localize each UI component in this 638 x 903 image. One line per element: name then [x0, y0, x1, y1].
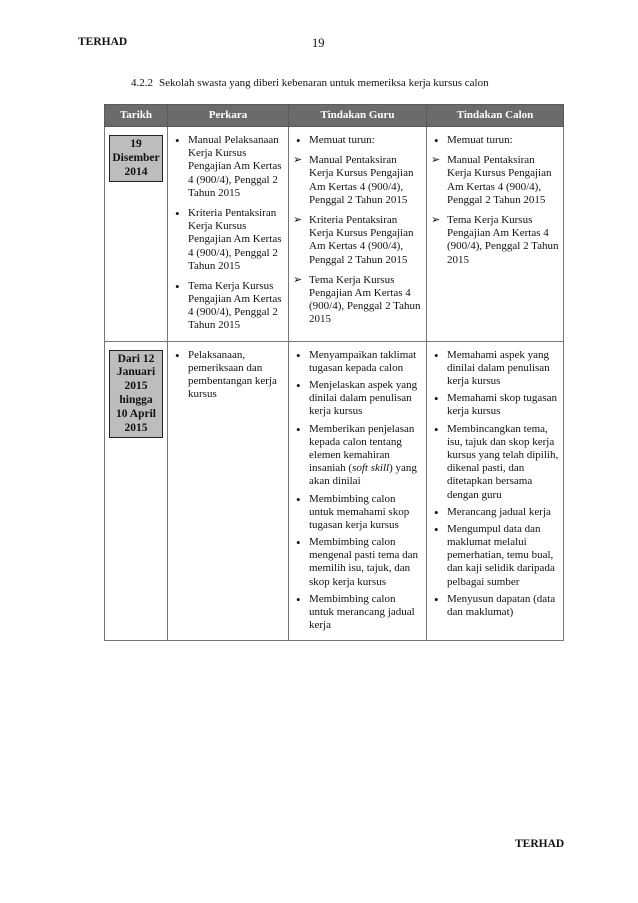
section-title: Sekolah swasta yang diberi kebenaran untuk memeriksa kerja kursus calon	[159, 77, 489, 89]
list-item: • Menyampaikan taklimat tugasan kepada calon	[292, 349, 423, 375]
date-line: 19	[130, 138, 142, 150]
list-item: • Membimbing calon untuk memahami skop tugasan kerja kursus	[292, 493, 423, 533]
list-item: • Mengumpul data dan maklumat melalui pemerhatian, temu bual, dan kaji selidik daripada pelbagai sumber	[430, 523, 560, 589]
list-item: • Membincangkan tema, isu, tajuk dan skop kerja kursus yang telah dipilih, dikenal pasti, dan ditetapkan bersama dengan guru	[430, 423, 560, 502]
list-item: • Pelaksanaan, pemeriksaan dan pembentangan kerja kursus	[171, 349, 285, 402]
tindakan-calon-cell	[427, 127, 564, 342]
column-header-perkara: Perkara	[168, 105, 289, 127]
list-item: • Membimbing calon untuk merancang jadual kerja	[292, 593, 423, 633]
perkara-cell	[168, 341, 289, 641]
date-line: hingga	[119, 394, 153, 407]
column-header-tarikh: Tarikh	[105, 105, 168, 127]
date-line: Dari 12	[117, 352, 155, 365]
date-line: 2015	[124, 421, 148, 434]
list-item: • Tema Kerja Kursus Pengajian Am Kertas 4 (900/4), Penggal 2 Tahun 2015	[171, 280, 285, 333]
tindakan-guru-cell	[289, 127, 427, 342]
list-item: • Menyusun dapatan (data dan maklumat)	[430, 593, 560, 619]
list-item: ➢ Kriteria Pentaksiran Kerja Kursus Pengajian Am Kertas 4 (900/4), Penggal 2 Tahun 2015	[292, 214, 423, 267]
list-item: • Memuat turun:	[430, 134, 560, 147]
list-item: • Manual Pelaksanaan Kerja Kursus Pengajian Am Kertas 4 (900/4), Penggal 2 Tahun 2015	[171, 134, 285, 200]
date-line: 10 April	[116, 407, 156, 420]
list-item: • Memuat turun:	[292, 134, 423, 147]
list-item: • Membimbing calon mengenal pasti tema dan memilih isu, tajuk, dan skop kerja kursus	[292, 536, 423, 589]
section-number: 4.2.2	[131, 77, 153, 89]
list-item: • Memberikan penjelasan kepada calon tentang elemen kemahiran insaniah (soft skill) yang akan dinilai	[292, 423, 423, 489]
list-item: • Menjelaskan aspek yang dinilai dalam penulisan kerja kursus	[292, 379, 423, 419]
table-row	[105, 341, 564, 641]
table-row	[105, 127, 564, 342]
column-header-tindakan-calon: Tindakan Calon	[427, 105, 564, 127]
table-header-row	[105, 105, 564, 127]
list-item: ➢ Manual Pentaksiran Kerja Kursus Pengajian Am Kertas 4 (900/4), Penggal 2 Tahun 2015	[430, 154, 560, 207]
date-box	[109, 135, 163, 182]
page-number: 19	[312, 36, 325, 50]
tindakan-guru-cell	[289, 341, 427, 641]
date-line: 2014	[124, 165, 148, 178]
list-item: • Memahami skop tugasan kerja kursus	[430, 392, 560, 418]
column-header-tindakan-guru: Tindakan Guru	[289, 105, 427, 127]
date-line: 2015	[124, 380, 148, 393]
list-item: ➢ Tema Kerja Kursus Pengajian Am Kertas 4 (900/4), Penggal 2 Tahun 2015	[292, 274, 423, 327]
classification-footer: TERHAD	[515, 838, 565, 850]
date-cell	[105, 127, 168, 342]
date-cell	[105, 341, 168, 641]
list-item: • Kriteria Pentaksiran Kerja Kursus Pengajian Am Kertas 4 (900/4), Penggal 2 Tahun 2015	[171, 207, 285, 273]
list-item: • Memahami aspek yang dinilai dalam penulisan kerja kursus	[430, 349, 560, 389]
list-item: ➢ Tema Kerja Kursus Pengajian Am Kertas 4 (900/4), Penggal 2 Tahun 2015	[430, 214, 560, 267]
date-line: Januari	[116, 366, 156, 379]
classification-header: TERHAD	[78, 36, 128, 48]
section-heading	[131, 77, 489, 89]
date-line: Disember	[112, 151, 160, 164]
list-item: • Merancang jadual kerja	[430, 506, 560, 519]
perkara-cell	[168, 127, 289, 342]
tindakan-calon-cell	[427, 341, 564, 641]
schedule-table	[104, 104, 564, 641]
date-box	[109, 350, 163, 439]
list-item: ➢ Manual Pentaksiran Kerja Kursus Pengajian Am Kertas 4 (900/4), Penggal 2 Tahun 2015	[292, 154, 423, 207]
